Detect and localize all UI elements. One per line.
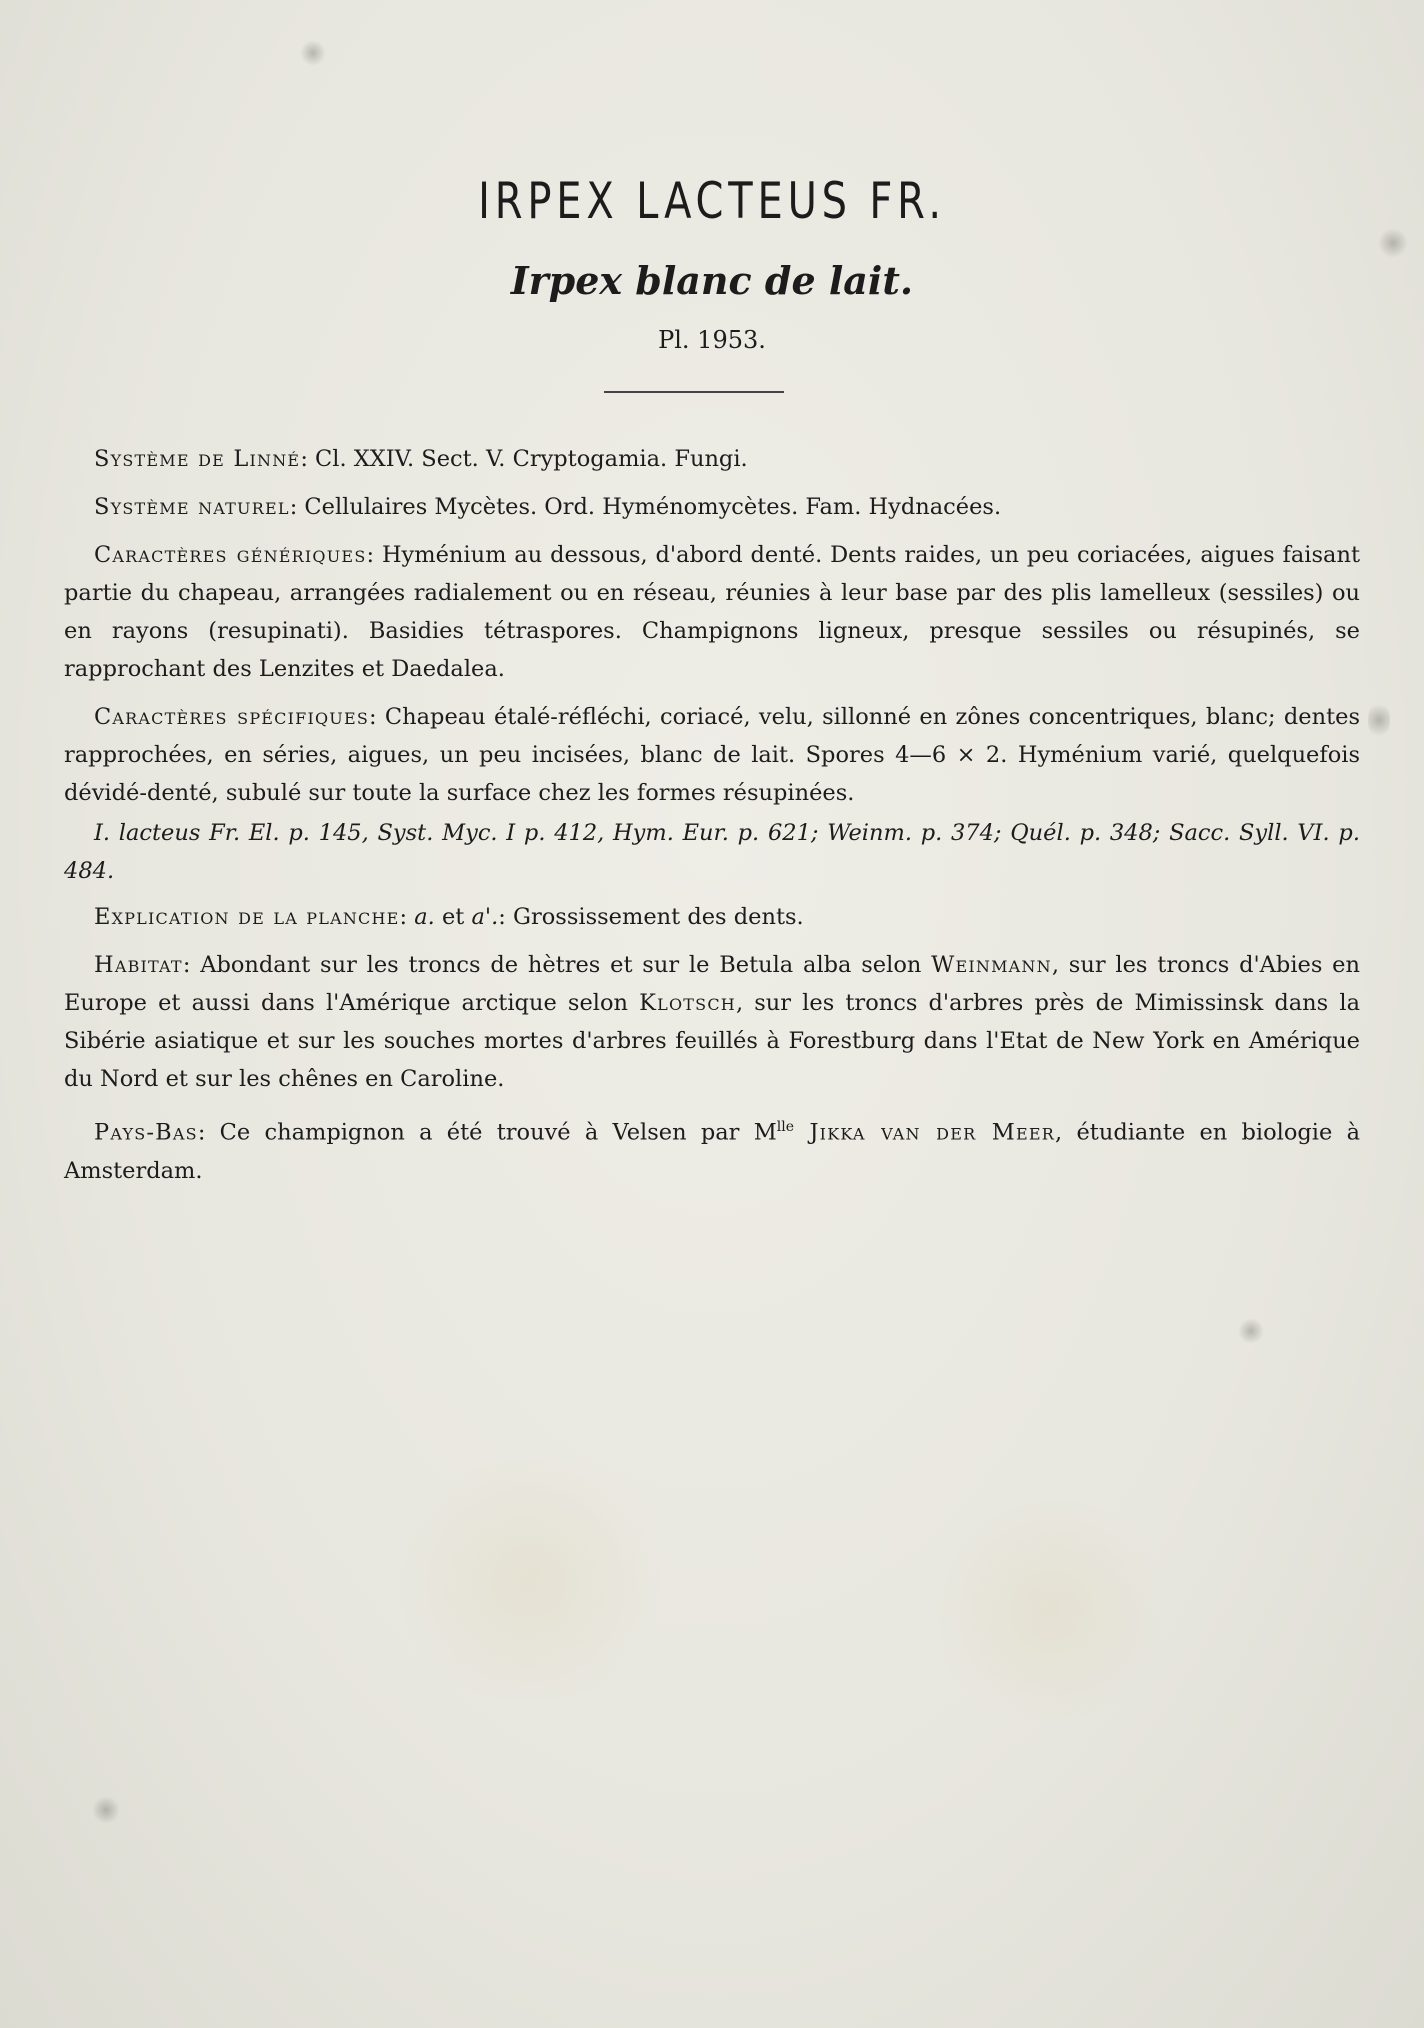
paper-spot: [1238, 1318, 1264, 1344]
figure-label: a'.: [471, 904, 499, 930]
author-name: Weinmann: [931, 952, 1052, 978]
finder-name: Jikka van der Meer: [794, 1119, 1056, 1146]
section-text: : Hyménium au dessous, d'abord denté. Dents raides, un peu coriacées, aigues faisant partie du chapeau, arrangées radialement ou en réseau, réunies à leur base par des plis lamelleux (sessiles) ou en rayons (resupinati). Basidies tétraspores. Champignons ligneux, presque sessiles ou résupinés, se rapprochant des Lenzites et Daedalea.: [64, 542, 1360, 682]
figure-label: a.: [414, 904, 435, 930]
title-rule: [604, 391, 784, 393]
paper-spot: [1368, 700, 1390, 740]
paper-spot: [300, 40, 326, 66]
text-body: [64, 440, 1360, 1200]
plate-number: Pl. 1953.: [658, 326, 766, 354]
paragraph-explication: [64, 898, 1360, 936]
section-label: Habitat: [94, 952, 183, 978]
section-label: Explication de la planche: [94, 904, 400, 930]
paragraph-habitat: [64, 946, 1360, 1098]
section-text: : Abondant sur les troncs de hètres et sur le Betula alba selon: [182, 952, 932, 978]
title-superscript: lle: [776, 1119, 794, 1135]
section-text: :: [399, 904, 415, 930]
author-name: Klotsch: [639, 990, 736, 1016]
section-text: : Grossissement des dents.: [498, 904, 804, 930]
section-text: : Cellulaires Mycètes. Ord. Hyménomycètes. Fam. Hydnacées.: [289, 494, 1002, 520]
section-text: et: [434, 904, 472, 930]
paper-stain: [380, 1460, 680, 1700]
paragraph-linne: [64, 440, 1360, 478]
section-text: : Ce champignon a été trouvé à Velsen par M: [197, 1119, 777, 1146]
section-text: : Chapeau étalé-réfléchi, coriacé, velu, sillonné en zônes concentriques, blanc; dentes rapprochées, en séries, aigues, un peu incisées, blanc de lait. Spores 4—6 × 2. Hyménium varié, quelquefois dévidé-denté, subulé sur toute la surface chez les formes résupinées.: [64, 704, 1360, 806]
paper-stain: [920, 1500, 1180, 1720]
paragraph-paysbas: [64, 1108, 1360, 1190]
section-text: , étudiante en biologie à Amsterdam.: [64, 1119, 1360, 1184]
section-text: , sur les troncs d'Abies en Europe et aussi dans l'Amérique arctique selon: [64, 952, 1360, 1016]
paragraph-specifiques: [64, 698, 1360, 812]
section-label: Pays-Bas: [94, 1119, 198, 1146]
paper-spot: [92, 1796, 120, 1824]
section-label: Système naturel: [94, 494, 290, 520]
section-label: Système de Linné: [94, 446, 301, 472]
paragraph-references: I. lacteus Fr. El. p. 145, Syst. Myc. I p. 412, Hym. Eur. p. 621; Weinm. p. 374; Quél. p. 348; Sacc. Syll. VI. p. 484.: [64, 820, 1360, 884]
section-label: Caractères génériques: [94, 542, 367, 568]
section-label: Caractères spécifiques: [94, 704, 370, 730]
paragraph-generiques: [64, 536, 1360, 688]
page-title: IRPEX LACTEUS FR.: [478, 172, 946, 230]
paper-spot: [1378, 228, 1408, 258]
page-subtitle: Irpex blanc de lait.: [510, 258, 914, 303]
paragraph-naturel: [64, 488, 1360, 526]
section-text: : Cl. XXIV. Sect. V. Cryptogamia. Fungi.: [300, 446, 748, 472]
section-text: , sur les troncs d'arbres près de Mimissinsk dans la Sibérie asiatique et sur les souches mortes d'arbres feuillés à Forestburg dans l'Etat de New York en Amérique du Nord et sur les chênes en Caroline.: [64, 990, 1360, 1092]
